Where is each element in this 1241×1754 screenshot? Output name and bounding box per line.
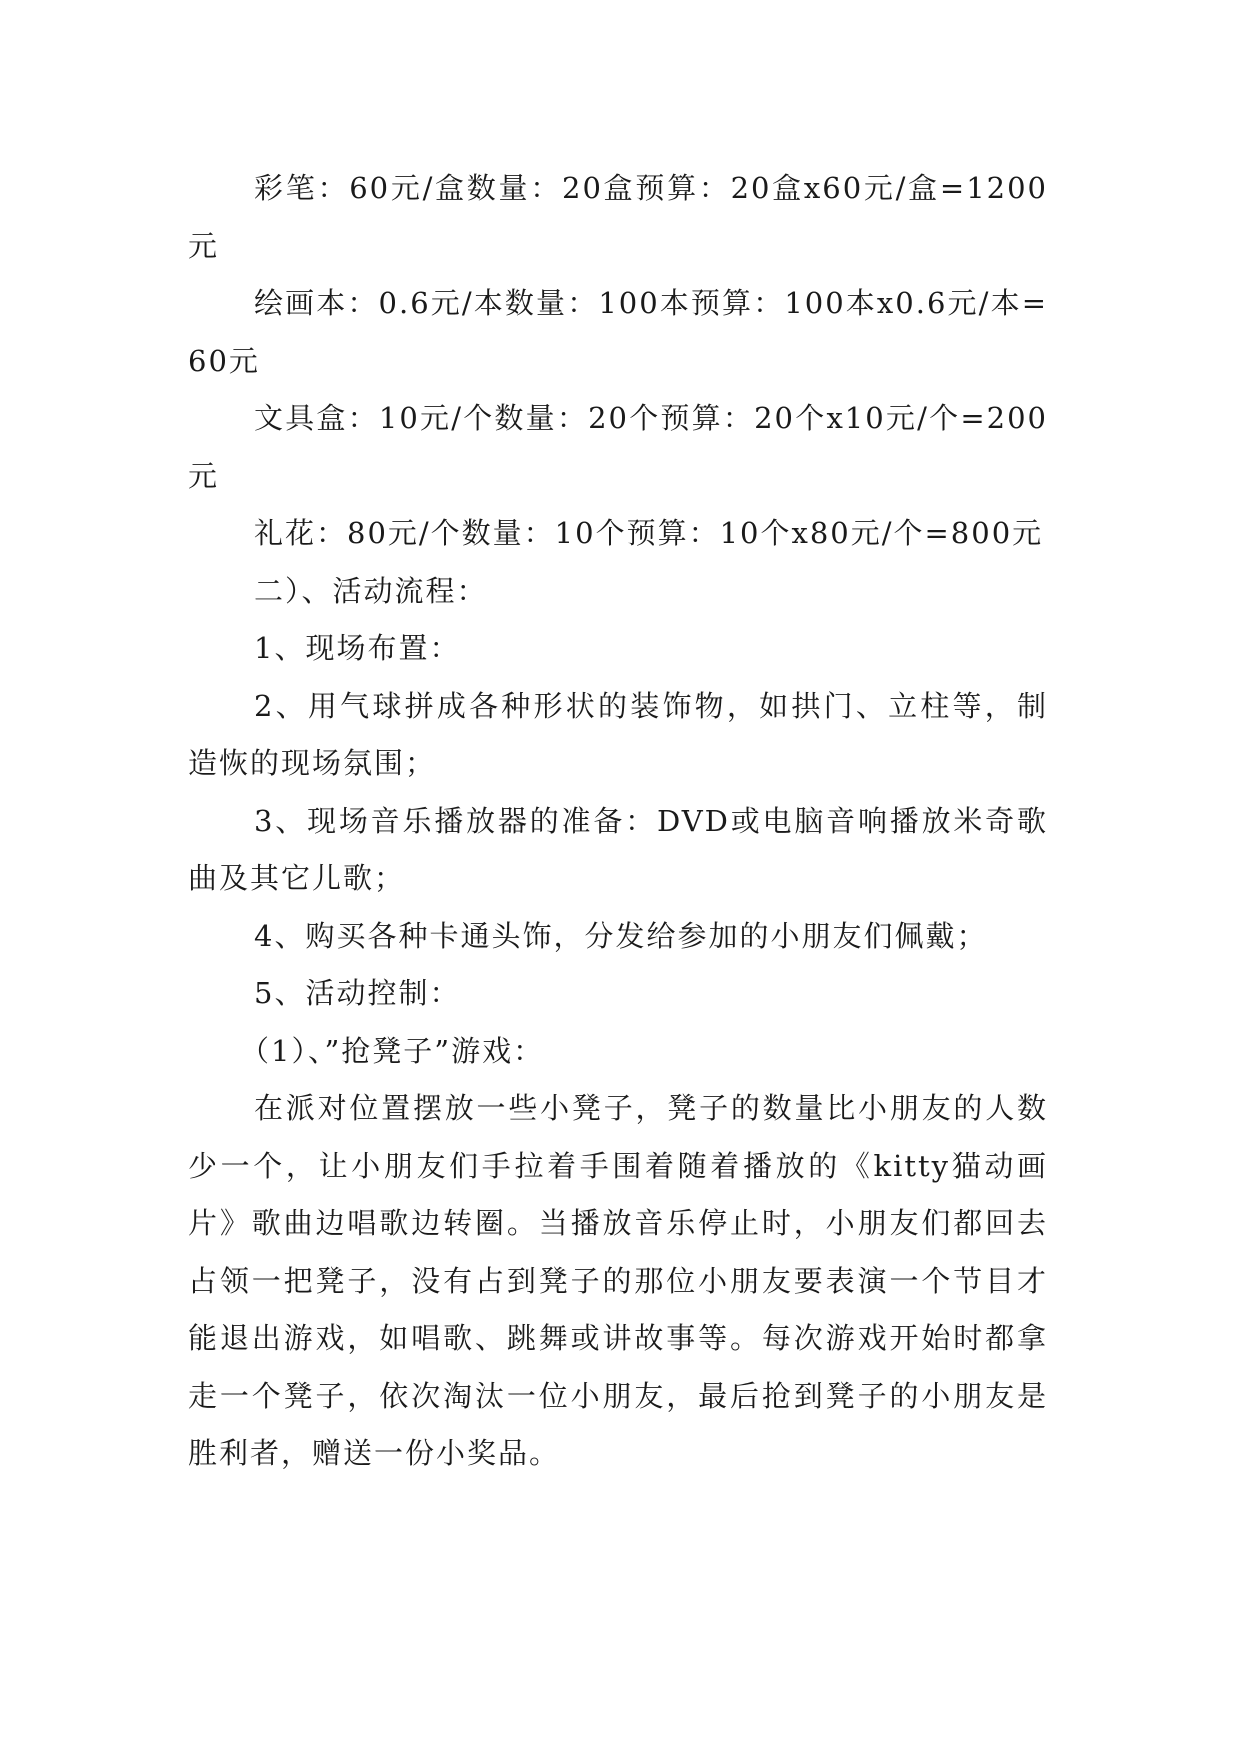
document-body	[188, 160, 1048, 1483]
section-heading-activity-process: 二）、活动流程：	[254, 573, 488, 608]
budget-item-pencil-case: 文具盒：10元/个数量：20个预算：20个x10元/个=200元	[188, 401, 1048, 493]
budget-item-color-pens: 彩笔：60元/盒数量：20盒预算：20盒x60元/盒=1200元	[188, 171, 1048, 263]
step-5-activity-control: 5、活动控制：	[254, 976, 461, 1010]
step-3-music-player: 3、现场音乐播放器的准备：DVD或电脑音响播放米奇歌曲及其它儿歌；	[188, 803, 1048, 895]
step-1-venue-setup: 1、现场布置：	[254, 631, 461, 665]
game-heading-musical-chairs: （1）、”抢凳子”游戏：	[240, 1033, 545, 1068]
budget-item-drawing-book: 绘画本：0.6元/本数量：100本预算：100本x0.6元/本=60元	[188, 286, 1048, 378]
budget-item-fireworks: 礼花：80元/个数量：10个预算：10个x80元/个=800元	[254, 516, 1044, 550]
game-description: 在派对位置摆放一些小凳子，凳子的数量比小朋友的人数少一个，让小朋友们手拉着手围着随着播放的《kitty猫动画片》歌曲边唱歌边转圈。当播放音乐停止时，小朋友们都回去占领一把凳子，没有占到凳子的那位小朋友要表演一个节目才能退出游戏，如唱歌、跳舞或讲故事等。每次游戏开始时都拿走一个凳子，依次淘汰一位小朋友，最后抢到凳子的小朋友是胜利者，赠送一份小奖品。	[188, 1091, 1048, 1470]
step-4-cartoon-headwear: 4、购买各种卡通头饰，分发给参加的小朋友们佩戴；	[254, 918, 988, 953]
step-2-balloon-decorations: 2、用气球拼成各种形状的装饰物，如拱门、立柱等，制造恢的现场氛围；	[188, 688, 1048, 780]
